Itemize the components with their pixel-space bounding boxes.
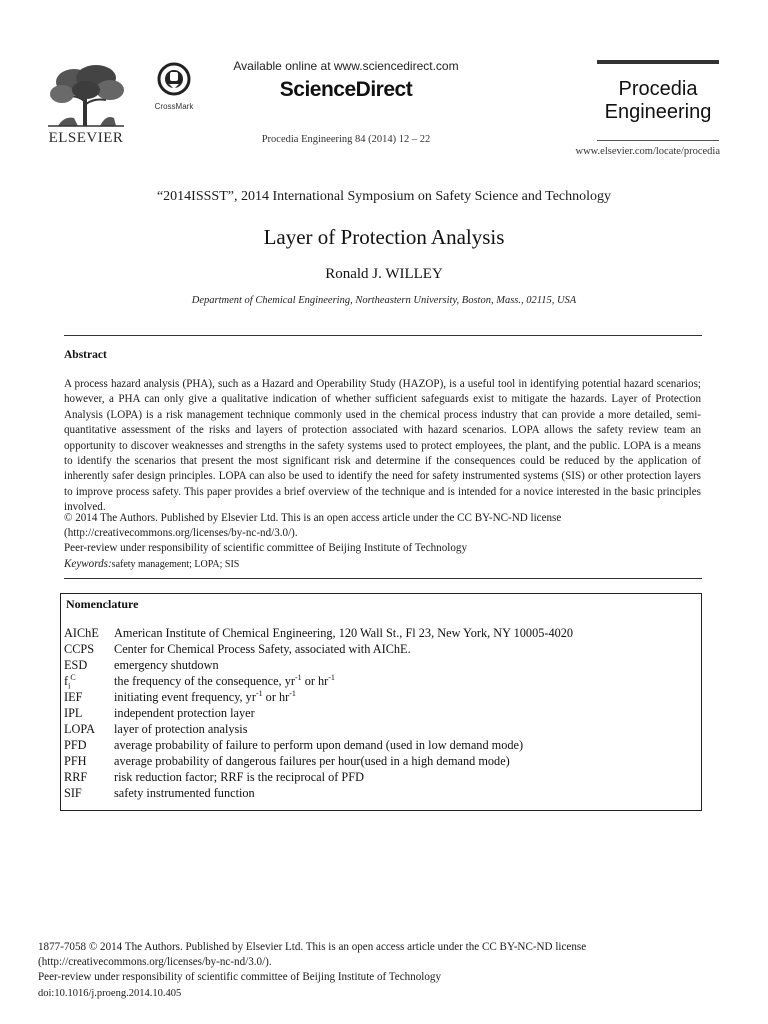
definition-text-cont: or hr [262, 690, 290, 704]
definition-text-cont: or hr [301, 674, 329, 688]
nomenclature-row [64, 721, 694, 737]
definition-text: layer of protection analysis [114, 722, 248, 736]
definition-superscript: -1 [289, 689, 296, 698]
journal-url[interactable]: www.elsevier.com/locate/procedia [575, 146, 720, 157]
nomenclature-row [64, 753, 694, 769]
nomenclature-row [64, 689, 694, 705]
nomenclature-abbr [64, 641, 114, 657]
nomenclature-heading: Nomenclature [66, 597, 139, 611]
nomenclature-abbr [64, 673, 114, 689]
nomenclature-row [64, 625, 694, 641]
abstract-bottom-divider [64, 578, 702, 579]
license-link[interactable]: (http://creativecommons.org/licenses/by-nc-nd/3.0/). [64, 527, 298, 540]
nomenclature-list [64, 625, 694, 801]
definition-superscript: -1 [294, 673, 302, 682]
abbr-text: SIF [64, 786, 82, 800]
nomenclature-abbr [64, 625, 114, 641]
footer-copyright: 1877-7058 © 2014 The Authors. Published by Elsevier Ltd. This is an open access article under the CC BY-NC-ND license [38, 941, 587, 953]
definition-text: average probability of failure to perform upon demand (used in low demand mode) [114, 738, 524, 752]
keywords-line [64, 557, 701, 572]
nomenclature-abbr [64, 785, 114, 801]
keywords-values: safety management; LOPA; SIS [111, 558, 240, 570]
definition-text: emergency shutdown [114, 658, 219, 672]
abbr-text: PFD [64, 738, 87, 752]
nomenclature-abbr [64, 721, 114, 737]
nomenclature-box [60, 593, 702, 811]
abstract-top-divider [64, 335, 702, 336]
page-footer [38, 940, 728, 1001]
nomenclature-definition [114, 769, 694, 785]
footer-license-link[interactable]: (http://creativecommons.org/licenses/by-nc-nd/3.0/). [38, 956, 272, 969]
crossmark-icon [157, 62, 191, 96]
footer-peer-review: Peer-review under responsibility of scientific committee of Beijing Institute of Technology [38, 971, 441, 984]
nomenclature-row [64, 705, 694, 721]
nomenclature-definition [114, 625, 694, 641]
abstract-meta [64, 511, 701, 572]
crossmark-badge[interactable] [148, 62, 200, 111]
abbr-text: ESD [64, 658, 88, 672]
definition-superscript: -1 [328, 673, 335, 682]
nomenclature-abbr [64, 705, 114, 721]
abbr-text: IEF [64, 690, 83, 704]
paper-title: Layer of Protection Analysis [263, 225, 505, 249]
availability-notice: Available online at www.sciencedirect.com [233, 59, 459, 73]
nomenclature-definition [114, 737, 694, 753]
definition-text: initiating event frequency, yr [114, 690, 256, 704]
nomenclature-abbr [64, 657, 114, 673]
nomenclature-row [64, 769, 694, 785]
abbr-text: f [64, 674, 69, 688]
footer-doi[interactable]: doi:10.1016/j.proeng.2014.10.405 [38, 987, 182, 999]
abbr-text: IPL [64, 706, 83, 720]
abbr-text: RRF [64, 770, 88, 784]
abbr-superscript: C [70, 673, 76, 682]
nomenclature-row [64, 737, 694, 753]
abbr-text: LOPA [64, 722, 95, 736]
nomenclature-abbr [64, 689, 114, 705]
nomenclature-definition [114, 673, 694, 689]
journal-title-box [597, 60, 719, 141]
definition-superscript: -1 [255, 689, 263, 698]
definition-text: average probability of dangerous failures per hour(used in a high demand mode) [114, 754, 510, 768]
sciencedirect-brand: ScienceDirect [279, 78, 413, 101]
crossmark-label: CrossMark [154, 102, 194, 111]
nomenclature-row [64, 785, 694, 801]
nomenclature-definition [114, 641, 694, 657]
nomenclature-definition [114, 753, 694, 769]
peer-review-line: Peer-review under responsibility of scientific committee of Beijing Institute of Technology [64, 542, 467, 555]
abstract-heading: Abstract [64, 349, 107, 361]
definition-text: Center for Chemical Process Safety, associated with AIChE. [114, 642, 411, 656]
author-name: Ronald J. WILLEY [325, 266, 443, 282]
journal-name-line1: Procedia [618, 78, 698, 100]
abbr-subscript: i [68, 681, 71, 691]
definition-text: American Institute of Chemical Engineering, 120 Wall St., Fl 23, New York, NY 10005-4020 [114, 626, 574, 640]
nomenclature-definition [114, 785, 694, 801]
definition-text: safety instrumented function [114, 786, 255, 800]
nomenclature-definition [114, 705, 694, 721]
nomenclature-definition [114, 689, 694, 705]
definition-text: the frequency of the consequence, yr [114, 674, 295, 688]
abbr-text: CCPS [64, 642, 95, 656]
copyright-line: © 2014 The Authors. Published by Elsevier Ltd. This is an open access article under the CC BY-NC-ND license [64, 512, 562, 524]
journal-reference: Procedia Engineering 84 (2014) 12 – 22 [261, 134, 431, 145]
nomenclature-abbr [64, 737, 114, 753]
nomenclature-row [64, 641, 694, 657]
elsevier-logo [44, 62, 128, 147]
nomenclature-abbr [64, 753, 114, 769]
nomenclature-row [64, 657, 694, 673]
journal-name-line2: Engineering [604, 101, 712, 123]
elsevier-tree-icon [44, 62, 128, 128]
nomenclature-abbr [64, 769, 114, 785]
abbr-text: AIChE [64, 626, 99, 640]
nomenclature-row [64, 673, 694, 689]
nomenclature-definition [114, 721, 694, 737]
abstract-body: A process hazard analysis (PHA), such as a Hazard and Operability Study (HAZOP), is a useful tool in identifying potential hazard scenarios; however, a PHA can only give a qualitative indication of whether sufficient safeguards exist to mitigate the hazards. Layer of Protection Analysis (LOPA) is a risk management technique commonly used in the chemical process industry that can provide a more detailed, semi-quantitative assessment of the risks and layers of protection associated with hazard scenarios. LOPA allows the safety review team an opportunity to discover weaknesses and strengths in the safety systems used to protect employees, the plant, and the public. LOPA is a means to identify the scenarios that present the most significant risk and determine if the consequences could be reduced by the application of inherently safer design principles. LOPA can also be used to identify the need for safety instrumented systems (SIS) or other protection layers to improve process safety. This paper provides a brief overview of the technique and is intended for a novice interested in the basic principles involved. [64, 378, 701, 514]
nomenclature-definition [114, 657, 694, 673]
author-affiliation: Department of Chemical Engineering, Northeastern University, Boston, Mass., 02115, USA [191, 295, 577, 306]
abbr-text: PFH [64, 754, 87, 768]
definition-text: independent protection layer [114, 706, 255, 720]
symposium-name: “2014ISSST”, 2014 International Symposium on Safety Science and Technology [156, 189, 612, 204]
keywords-label: Keywords: [64, 557, 112, 570]
definition-text: risk reduction factor; RRF is the reciprocal of PFD [114, 770, 364, 784]
publisher-name: ELSEVIER [48, 130, 124, 146]
